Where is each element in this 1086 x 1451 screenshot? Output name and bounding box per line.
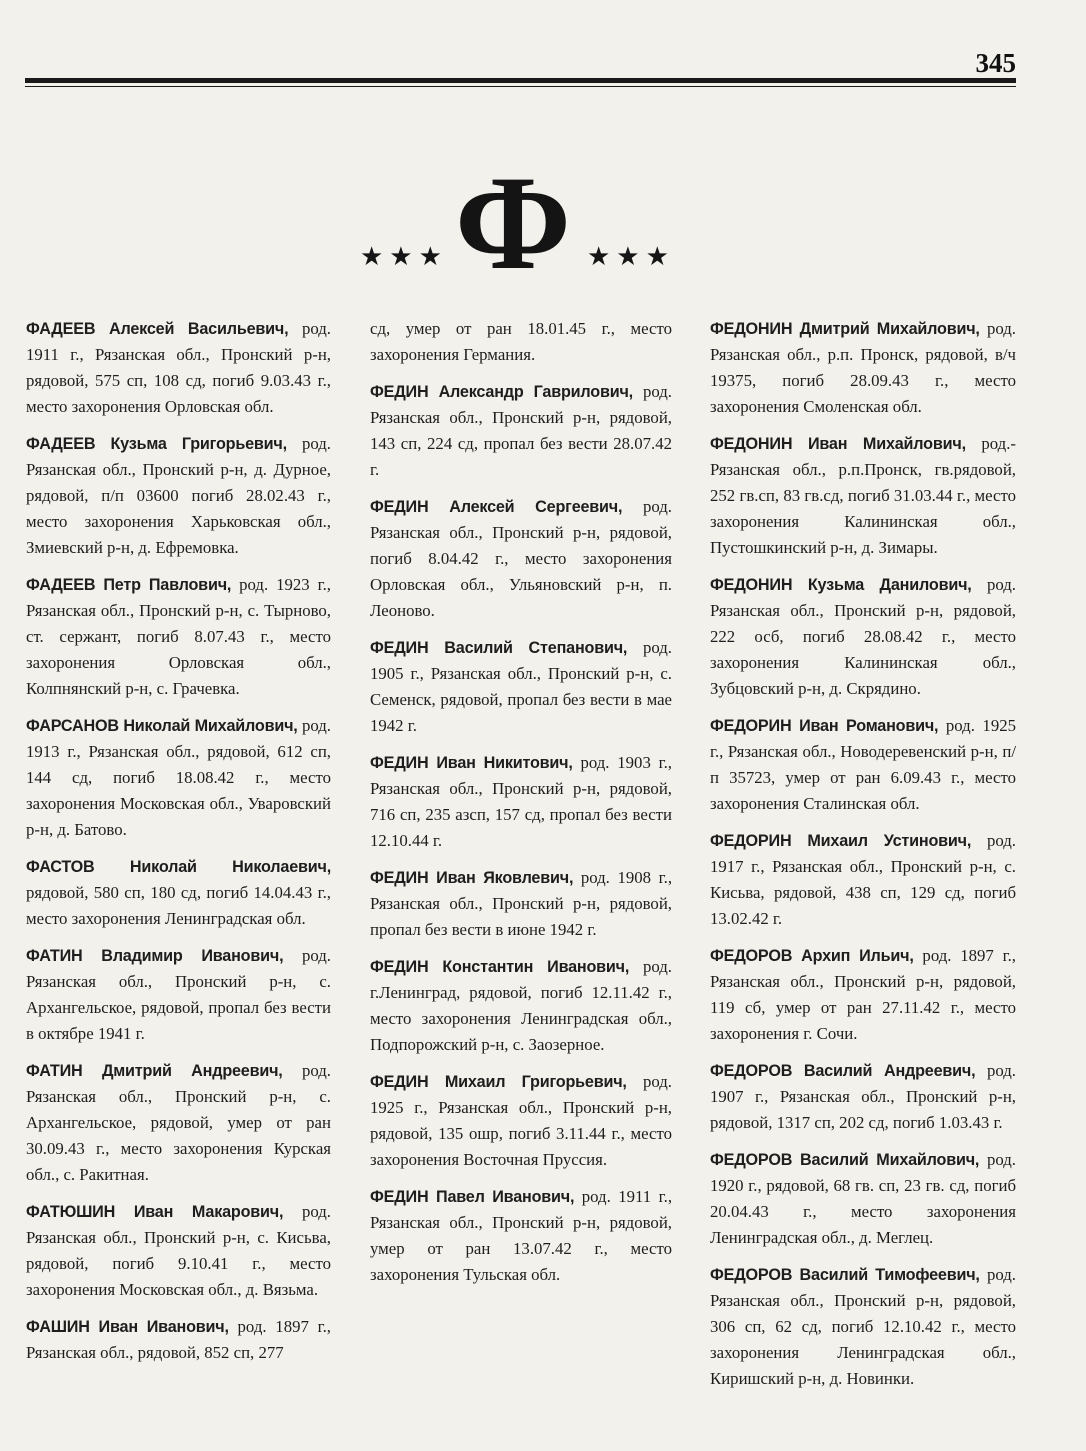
entry xyxy=(710,1262,1016,1392)
entry-name: ФЕДИН Константин Иванович, xyxy=(370,958,630,976)
entry-name: ФЕДИН Михаил Григорьевич, xyxy=(370,1073,627,1091)
entry xyxy=(370,750,672,854)
entry-name: ФЕДОНИН Кузьма Данилович, xyxy=(710,576,972,594)
entry-name: ФАТЮШИН Иван Макарович, xyxy=(26,1203,284,1221)
entry-text: род. 1897 г., Рязанская обл., Пронский р-н, рядовой, 119 сб, умер от ран 27.11.42 г., место захоронения г. Сочи. xyxy=(710,946,1016,1043)
header-rule-thin xyxy=(25,86,1016,87)
entry-text: род. Рязанская обл., Пронский р-н, с. Кисьва, рядовой, погиб 9.10.41 г., место захоронения Московская обл., д. Вязьма. xyxy=(26,1202,331,1299)
entry-text: род. Рязанская обл., р.п. Пронск, рядовой, в/ч 19375, погиб 28.09.43 г., место захоронения Смоленская обл. xyxy=(710,319,1016,416)
entry-name: ФЕДОНИН Иван Михайлович, xyxy=(710,435,966,453)
entry-text: род. 1923 г., Рязанская обл., Пронский р-н, с. Тырново, ст. сержант, погиб 8.07.43 г., место захоронения Орловская обл., Колпнянский р-н, с. Грачевка. xyxy=(26,575,331,698)
entry-name: ФАТИН Владимир Иванович, xyxy=(26,947,284,965)
entry xyxy=(26,1199,331,1303)
entry-name: ФАДЕЕВ Петр Павлович, xyxy=(26,576,232,594)
header-rule-thick xyxy=(25,78,1016,83)
entry xyxy=(370,1184,672,1288)
entry-text: род. Рязанская обл., Пронский р-н, рядовой, 143 сп, 224 сд, пропал без вести 28.07.42 г. xyxy=(370,382,672,479)
entry-text: рядовой, 580 сп, 180 сд, погиб 14.04.43 г., место захоронения Ленинградская обл. xyxy=(26,883,331,928)
entry-name: ФАШИН Иван Иванович, xyxy=(26,1318,229,1336)
entry xyxy=(710,1058,1016,1136)
page-number: 345 xyxy=(975,48,1016,78)
entry-name: ФАДЕЕВ Кузьма Григорьевич, xyxy=(26,435,287,453)
entry xyxy=(370,316,672,368)
entry-text: род. Рязанская обл., Пронский р-н, рядовой, погиб 8.04.42 г., место захоронения Орловская обл., Ульяновский р-н, п. Леоново. xyxy=(370,497,672,620)
entry-name: ФАРСАНОВ Николай Михайлович, xyxy=(26,717,298,735)
entry-name: ФЕДИН Василий Степанович, xyxy=(370,639,628,657)
entry xyxy=(26,713,331,843)
entry-text: род. 1911 г., Рязанская обл., Пронский р-н, рядовой, умер от ран 13.07.42 г., место захоронения Тульская обл. xyxy=(370,1187,673,1284)
entry-text: род. Рязанская обл., Пронский р-н, рядовой, 222 осб, погиб 28.08.42 г., место захоронения Калининская обл., Зубцовский р-н, д. Скрядино. xyxy=(710,575,1016,698)
entry xyxy=(710,943,1016,1047)
entry-name: ФЕДИН Алексей Сергеевич, xyxy=(370,498,623,516)
entry xyxy=(710,316,1016,420)
entry xyxy=(370,1069,672,1173)
column-1 xyxy=(26,316,331,1377)
entry-name: ФЕДОРОВ Василий Михайлович, xyxy=(710,1151,980,1169)
entry-name: ФЕДОНИН Дмитрий Михайлович, xyxy=(710,320,980,338)
section-letter-header xyxy=(355,149,685,308)
entry-name: ФЕДОРОВ Архип Ильич, xyxy=(710,947,914,965)
entry-text: род. 1903 г., Рязанская обл., Пронский р-н, рядовой, 716 сп, 235 азсп, 157 сд, пропал без вести 12.10.44 г. xyxy=(370,753,672,850)
entry xyxy=(26,1058,331,1188)
entry-text: род. 1911 г., Рязанская обл., Пронский р-н, рядовой, 575 сп, 108 сд, погиб 9.03.43 г., место захоронения Орловская обл. xyxy=(26,319,331,416)
entry xyxy=(710,431,1016,561)
entry-name: ФАСТОВ Николай Николаевич, xyxy=(26,858,331,876)
entry-name: ФЕДОРИН Михаил Устинович, xyxy=(710,832,972,850)
entry xyxy=(370,494,672,624)
entry-text: род.- Рязанская обл., р.п.Пронск, гв.рядовой, 252 гв.сп, 83 гв.сд, погиб 31.03.44 г., место захоронения Калининская обл., Пустошкинский р-н, д. Зимары. xyxy=(710,434,1016,557)
entry-text: род. Рязанская обл., Пронский р-н, с. Архангельское, рядовой, умер от ран 30.09.43 г., место захоронения Курская обл., с. Ракитная. xyxy=(26,1061,331,1184)
entry-text: род. 1905 г., Рязанская обл., Пронский р-н, с. Семенск, рядовой, пропал без вести в мае 1942 г. xyxy=(370,638,672,735)
stars-right: ★★★ xyxy=(587,242,675,272)
entry xyxy=(370,954,672,1058)
entry-name: ФЕДИН Александр Гаврилович, xyxy=(370,383,633,401)
stars-left: ★★★ xyxy=(360,242,448,272)
section-letter: Ф xyxy=(455,149,571,298)
entry xyxy=(710,1147,1016,1251)
entry xyxy=(26,572,331,702)
entry-text: род. 1908 г., Рязанская обл., Пронский р-н, рядовой, пропал без вести в июне 1942 г. xyxy=(370,868,673,939)
entry-name: ФАДЕЕВ Алексей Васильевич, xyxy=(26,320,289,338)
entry xyxy=(26,854,331,932)
entry-text: род. 1917 г., Рязанская обл., Пронский р-н, с. Кисьва, рядовой, 438 сп, 129 сд, погиб 13.02.42 г. xyxy=(710,831,1016,928)
entry-name: ФЕДИН Иван Яковлевич, xyxy=(370,869,574,887)
column-3 xyxy=(710,316,1016,1403)
column-2 xyxy=(370,316,672,1299)
entry xyxy=(370,635,672,739)
entry-text: род. 1897 г., Рязанская обл., рядовой, 852 сп, 277 xyxy=(26,1317,331,1362)
entry-text: род. г.Ленинград, рядовой, погиб 12.11.42 г., место захоронения Ленинградская обл., Подпорожский р-н, с. Заозерное. xyxy=(370,957,672,1054)
entry-name: ФЕДИН Иван Никитович, xyxy=(370,754,573,772)
entry-text: род. 1913 г., Рязанская обл., рядовой, 612 сп, 144 сд, погиб 18.08.42 г., место захоронения Московская обл., Уваровский р-н, д. Батово. xyxy=(26,716,331,839)
entry-name: ФЕДОРОВ Василий Андреевич, xyxy=(710,1062,976,1080)
entry-text: род. Рязанская обл., Пронский р-н, д. Дурное, рядовой, п/п 03600 погиб 28.02.43 г., место захоронения Харьковская обл., Змиевский р-н, д. Ефремовка. xyxy=(26,434,332,557)
entry xyxy=(26,431,331,561)
entry-name: ФЕДОРИН Иван Романович, xyxy=(710,717,939,735)
entry xyxy=(710,713,1016,817)
entry-text: род. 1925 г., Рязанская обл., Пронский р-н, рядовой, 135 ошр, погиб 3.11.44 г., место захоронения Восточная Пруссия. xyxy=(370,1072,672,1169)
entry xyxy=(710,828,1016,932)
entry-name: ФЕДОРОВ Василий Тимофеевич, xyxy=(710,1266,980,1284)
entry xyxy=(370,865,672,943)
entry xyxy=(710,572,1016,702)
entry-name: ФЕДИН Павел Иванович, xyxy=(370,1188,575,1206)
entry xyxy=(26,943,331,1047)
entry-text: род. 1920 г., рядовой, 68 гв. сп, 23 гв. сд, погиб 20.04.43 г., место захоронения Ленинградская обл., д. Меглец. xyxy=(710,1150,1016,1247)
entry-text: сд, умер от ран 18.01.45 г., место захоронения Германия. xyxy=(370,319,672,364)
entry xyxy=(370,379,672,483)
entry-name: ФАТИН Дмитрий Андреевич, xyxy=(26,1062,283,1080)
entry-text: род. 1907 г., Рязанская обл., Пронский р-н, рядовой, 1317 сп, 202 сд, погиб 1.03.43 г. xyxy=(710,1061,1016,1132)
entry-text: род. 1925 г., Рязанская обл., Новодеревенский р-н, п/п 35723, умер от ран 6.09.43 г., место захоронения Сталинская обл. xyxy=(710,716,1016,813)
entry-text: род. Рязанская обл., Пронский р-н, с. Архангельское, рядовой, пропал без вести в октябре 1941 г. xyxy=(26,946,332,1043)
entry xyxy=(26,1314,331,1366)
entry xyxy=(26,316,331,420)
entry-text: род. Рязанская обл., Пронский р-н, рядовой, 306 сп, 62 сд, погиб 12.10.42 г., место захоронения Ленинградская обл., Киришский р-н, д. Новинки. xyxy=(710,1265,1016,1388)
